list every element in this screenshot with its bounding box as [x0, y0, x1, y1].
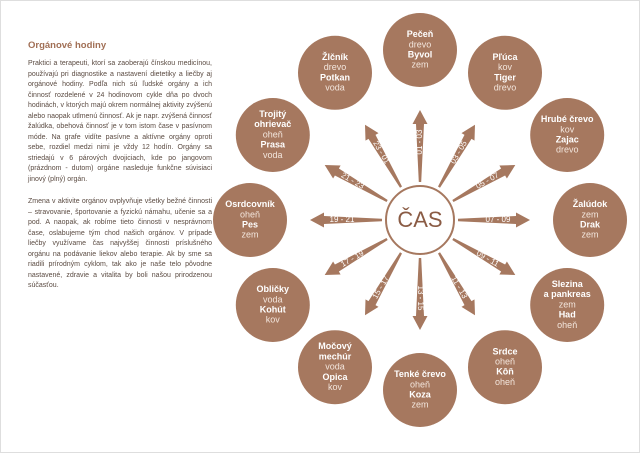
organ-name-line: Zajac [555, 134, 579, 145]
organ-name-line: Tiger [494, 72, 516, 83]
organ-attribute-line: oheň [494, 376, 516, 387]
organ-attribute-line: oheň [239, 209, 261, 220]
organ-attribute-line: zem [558, 299, 576, 310]
organ-attribute-line: zem [241, 229, 259, 240]
organ-attribute-line: voda [263, 294, 283, 305]
organ-node-7 [383, 353, 457, 427]
organ-name-line: Kôň [496, 366, 514, 377]
organ-attribute-line: oheň [494, 356, 516, 367]
organ-name-line: Osrdcovník [225, 199, 275, 210]
organ-attribute-line: zem [411, 59, 429, 70]
hour-label-12: 23 - 01 [371, 139, 392, 166]
organ-name-line: Kohút [259, 304, 286, 315]
hour-label-9: 17 - 19 [339, 248, 366, 269]
organ-attribute-line: drevo [323, 62, 347, 73]
organ-name-line: Byvol [407, 49, 433, 60]
organ-name-line: Slezina [551, 278, 583, 289]
organ-name-line: Had [558, 309, 576, 320]
organ-attribute-line: kov [560, 124, 575, 135]
organ-attribute-line: voda [325, 82, 345, 93]
organ-name-line: Žlčník [321, 51, 349, 62]
organ-name-line: Hrubé črevo [540, 114, 594, 125]
organ-node-2 [468, 36, 542, 110]
organ-attribute-line: zem [581, 229, 599, 240]
organ-attribute-line: oheň [409, 379, 431, 390]
organ-name-line: Koza [409, 389, 431, 400]
organ-name-line: Žalúdok [572, 199, 608, 210]
intro-paragraph: Praktici a terapeuti, ktorí sa zaoberajú čínskou medicínou, používajú pri diagnostike a nastavení dietetiky a liečby aj orgánové hodiny. Podľa nich sú ľudské orgány a ich činnosť rozdelené v 24 hodinovom cykle dňa po dvoch hodinách, v ktorých majú okrem normálnej aktivity zvýšenú alebo naopak utlmenú činnosť. Ak je napr. zvýšená činnosť žalúdka, obehová činnosť je v tom istom čase v pasívnom móde. Na grafe vidíte pasívne a aktívne orgány oproti sebe, rozdiel medzi nimi je vždy 12 hodín. Orgány sa striedajú v 6 párových dvojiciach, kde po jangovom (prázdnom - dutom) orgáne nasleduje funkčne súvisiaci jinový (plný) orgán. [28, 60, 212, 183]
organ-name-line: Pľúca [492, 51, 518, 62]
organ-node-6 [468, 330, 542, 404]
hour-label-2: 03 - 05 [448, 139, 469, 166]
organ-node-9 [236, 268, 310, 342]
organ-name-line: Močový [318, 341, 352, 352]
organ-attribute-line: oheň [262, 129, 283, 140]
organ-attribute-line: voda [263, 149, 283, 160]
hour-label-6: 11 - 13 [449, 274, 470, 301]
organ-node-5 [530, 268, 604, 342]
hour-label-4: 07 - 09 [485, 215, 511, 225]
organ-attribute-line: voda [325, 361, 345, 372]
organ-node-8 [298, 330, 372, 404]
organ-name-line: Trojitý [259, 108, 287, 119]
organ-node-10 [213, 183, 287, 257]
page-title: Orgánové hodiny [28, 40, 107, 51]
organ-attribute-line: kov [327, 381, 343, 392]
organ-name-line: Pečeň [406, 29, 434, 40]
organ-name-line: Prasa [260, 139, 286, 150]
organ-name-line: Potkan [319, 72, 351, 83]
hour-label-1: 01 - 03 [415, 129, 425, 155]
organ-attribute-line: oheň [557, 319, 578, 330]
organ-attribute-line: drevo [555, 144, 579, 155]
hour-label-10: 19 - 21 [329, 215, 355, 225]
hour-label-7: 13 - 15 [415, 285, 425, 311]
second-paragraph: Zmena v aktivite orgánov ovplyvňuje všetky bežné činnosti – stravovanie, športovanie a fyzickú námahu, učenie sa a pod. A naopak, ak robíme tieto činnosti v nesprávnom čase, oslabujeme tým chod našich orgánov. V prípade liečby využívame čas najvyššej činnosti príslušného orgánu na podávanie liekov alebo terapie. Ak by sme sa riadili prírodným cyklom, tak ako je naše telo pôvodne nastavené, zdravie a vitalita by boli našou prirodzenou súčasťou. [28, 198, 212, 289]
organ-attribute-line: drevo [408, 39, 432, 50]
organ-attribute-line: kov [265, 314, 280, 325]
organ-name-line: Tenké črevo [394, 369, 446, 380]
organ-name-line: mechúr [318, 351, 352, 362]
organ-name-line: Opica [322, 371, 348, 382]
hour-label-11: 21 - 23 [339, 170, 366, 191]
organ-name-line: Srdce [492, 346, 518, 357]
organ-attribute-line: zem [411, 399, 429, 410]
center-label: ČAS [397, 206, 443, 232]
hour-label-8: 15 - 17 [370, 274, 391, 301]
hour-label-3: 05 - 07 [474, 170, 501, 191]
organ-node-1 [383, 13, 457, 87]
organ-name-line: ohrievač [254, 119, 292, 130]
organ-name-line: Drak [579, 219, 601, 230]
organ-node-11 [236, 98, 310, 172]
hour-label-5: 09 - 11 [474, 248, 501, 269]
organ-name-line: Pes [241, 219, 259, 230]
organ-name-line: a pankreas [543, 289, 591, 300]
organ-attribute-line: kov [497, 62, 513, 73]
organ-attribute-line: drevo [493, 82, 517, 93]
organ-node-3 [530, 98, 604, 172]
organ-node-4 [553, 183, 627, 257]
organ-attribute-line: zem [581, 209, 599, 220]
organ-node-12 [298, 36, 372, 110]
organ-name-line: Obličky [256, 284, 290, 295]
